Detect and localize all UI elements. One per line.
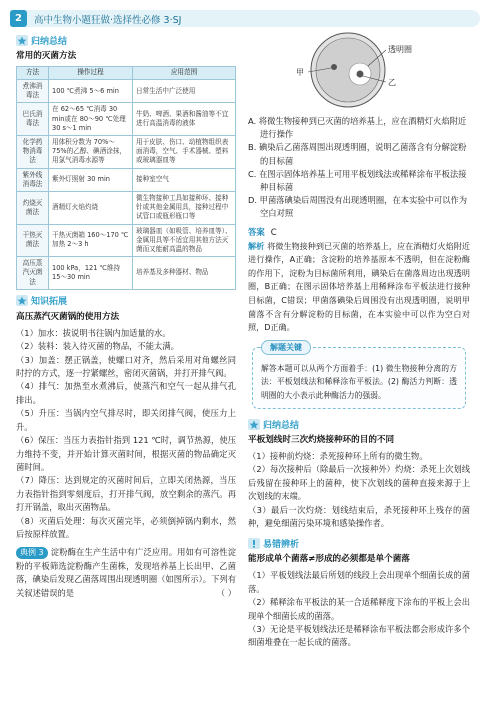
table-cell: 用体积分数为 70%～75%的乙醇、碘酒涂抹，用氯气消毒水源等	[49, 136, 133, 169]
option-d: D. 甲菌落碘染后周围没有出现透明圈，在本实验中可以作为空白对照	[248, 195, 468, 219]
section-summary2-header	[248, 417, 470, 431]
star-icon	[16, 295, 28, 306]
autoclave-step: （6）保压：当压力表指针指到 121 ℃时，调节热源，使压力维持不变，并开始计算灭菌时间，根据灭菌的物品确定灭菌时间。	[16, 435, 236, 472]
section-subtitle: 常用的灭菌方法	[16, 51, 77, 61]
right-column	[248, 30, 470, 650]
table-cell: 玻璃器皿（如吸管、培养皿等）、金属用具等不适宜用其他方法灭菌而又能耐高温的物品	[133, 224, 236, 257]
autoclave-step: （3）加盖：摆正锅盖，使螺口对齐，然后采用对角螺丝同时拧的方式，逐一拧紧螺丝，密闭灭菌锅，并打开排气阀。	[16, 354, 236, 379]
star-icon	[248, 419, 260, 430]
explanation	[248, 240, 470, 335]
table-cell: 酒精灯火焰灼烧	[49, 192, 133, 225]
table-header-row	[17, 67, 236, 80]
table-cell: 煮沸消毒法	[17, 80, 49, 103]
warning-icon	[248, 538, 260, 549]
error-step: （1）平板划线法最后所划的线段上会出现单个细菌长成的菌落。	[248, 570, 470, 594]
table-cell: 化学药物消毒法	[17, 136, 49, 169]
key-tip-tag: 解题关键	[261, 340, 311, 355]
autoclave-step: （7）降压：达到规定的灭菌时间后，立即关闭热源，当压力表指针指到零刻度后，打开排气阀，放空剩余的蒸汽。再打开锅盖，取出灭菌物品。	[16, 475, 236, 513]
petri-dish-diagram	[248, 30, 470, 115]
burn-step: （2）每次接种后（除最后一次接种外）灼烧：杀死上次划线后残留在接种环上的菌种，使下次划线的菌种直接来源于上次划线的末端。	[248, 464, 470, 502]
autoclave-step: （1）加水：拔说明书往锅内加适量的水。	[16, 327, 171, 338]
table-cell: 紫外灯照射 30 min	[49, 168, 133, 191]
example-badge: 典例 3	[16, 547, 48, 559]
autoclave-step: （2）装料：装入待灭菌的物品，不能太满。	[16, 341, 179, 352]
table-cell: 100 kPa，121 ℃维持 15～30 min	[49, 257, 133, 290]
table-cell: 培养基及多种器材、物品	[133, 257, 236, 290]
col-header-process: 操作过程	[49, 67, 133, 80]
table-cell: 干热灭菌箱 160～170 ℃加热 2～3 h	[49, 224, 133, 257]
table-cell: 用于皮肤、伤口、动植物组织表面消毒，空气、手术器械、塑料或玻璃器皿等	[133, 136, 236, 169]
book-title: 高中生物小题狂做·选择性必修 3·SJ	[34, 15, 182, 26]
section-title: 归纳总结	[31, 36, 68, 47]
table-cell: 日常生活中广泛使用	[133, 80, 236, 103]
table-cell: 牛奶、啤酒、果酒和酱油等不宜进行高温消毒的液体	[133, 103, 236, 136]
answer-line	[248, 225, 470, 239]
table-row	[17, 168, 236, 191]
col-header-method: 方法	[17, 67, 49, 80]
example-question	[16, 546, 236, 600]
section-title: 知识拓展	[31, 297, 68, 308]
section-subtitle: 平板划线时三次灼烧接种环的目的不同	[248, 435, 395, 445]
table-cell: 灼烧灭菌法	[17, 192, 49, 225]
option-a: A. 将微生物接种到已灭菌的培养基上，应在酒精灯火焰附近进行操作	[248, 116, 467, 140]
table-cell: 干热灭菌法	[17, 224, 49, 257]
label-clear-zone: 透明圈	[388, 45, 412, 54]
section-subtitle: 高压蒸汽灭菌锅的使用方法	[16, 311, 120, 322]
petri-dish-figure	[248, 30, 470, 115]
section-summary-header	[16, 33, 236, 47]
explanation-label: 解析	[248, 240, 265, 251]
section-title: 归纳总结	[263, 420, 300, 431]
burn-step: （1）接种前灼烧：杀死接种环上所有的微生物。	[248, 451, 428, 461]
answer-paren: （ ）	[216, 587, 236, 598]
table-cell: 微生物接种工具如接种环、接种针或其他金属用具，接种过程中试管口或瓶形瓶口等	[133, 192, 236, 225]
key-tip-text: 解答本题可以从两个方面着手：(1) 微生物接种分离的方法：平板划线法和稀释涂布平板法。(2) 酶活力判断：透明圈的大小表示此种酶活力的强弱。	[261, 363, 457, 400]
section-error-header	[248, 536, 470, 550]
burn-step: （3）最后一次灼烧：划线结束后，杀死接种环上残存的菌种，避免细菌污染环境和感染操作者。	[248, 504, 470, 529]
table-cell: 高压蒸汽灭菌法	[17, 257, 49, 290]
table-row	[17, 257, 236, 290]
table-cell: 接种室空气	[133, 168, 236, 191]
autoclave-step: （8）灭菌后处理：每次灭菌完毕，必须倒掉锅内剩水，然后按原样放置。	[16, 515, 236, 539]
table-row	[17, 136, 236, 169]
section-title: 易错辨析	[263, 539, 300, 550]
section-knowledge-header	[16, 294, 236, 308]
table-cell: 巴氏消毒法	[17, 103, 49, 136]
option-b: B. 碘染后乙菌落周围出现透明圈，说明乙菌落含有分解淀粉的目标菌	[248, 142, 467, 166]
label-colony-b: 乙	[388, 78, 396, 87]
label-colony-a: 甲	[296, 68, 304, 77]
error-step: （2）稀释涂布平板法的某一合适稀释度下涂布的平板上会出现单个细菌长成的菌落。	[248, 597, 470, 621]
answer-label: 答案	[248, 226, 265, 237]
table-cell: 紫外线消毒法	[17, 168, 49, 191]
left-column	[16, 33, 236, 600]
running-header	[10, 10, 480, 27]
table-row	[17, 224, 236, 257]
explanation-text: 将微生物接种到已灭菌的培养基上，应在酒精灯火焰附近进行操作，A正确；含淀粉的培养基原本不透明，但在淀粉酶的作用下，淀粉为目标菌所利用，碘染后在菌落周边出现透明圈，B正确；在图示固体培养基上用稀释涂布平板法进行接种目标菌，C错误；甲菌落碘染后周围没有出现透明圈，说明甲菌落不含有分解淀粉的目标菌，在本实验中可以作为空白对照，D正确。	[248, 240, 470, 333]
autoclave-step: （4）排气：加热至水煮沸后，使蒸汽和空气一起从排气孔排出。	[16, 381, 236, 405]
table-cell: 在 62～65 ℃消毒 30 min或在 80～90 ℃处理 30 s～1 min	[49, 103, 133, 136]
autoclave-step: （5）升压：当锅内空气排尽时，即关闭排气阀，使压力上升。	[16, 408, 236, 432]
answer-value: C	[270, 226, 277, 237]
error-step: （3）无论是平板划线法还是稀释涂布平板法都会形成许多个细菌堆叠在一起长成的菌落。	[248, 624, 470, 648]
col-header-scope: 应用范围	[133, 67, 236, 80]
key-tip-box	[252, 342, 466, 409]
page-number: 2	[10, 10, 27, 27]
table-row	[17, 80, 236, 103]
option-c: C. 在图示固体培养基上可用平板划线法或稀释涂布平板法接种目标菌	[248, 168, 467, 193]
example-text: 淀粉酶在生产生活中有广泛应用。用如有可溶性淀粉的平板筛选淀粉酶产生菌株，发现培养基上长出甲、乙菌落，碘染后发现乙菌落周围出现透明圈（如图所示）。下列有关叙述错误的是	[16, 547, 236, 598]
section-subtitle: 能形成单个菌落≠形成的必须都是单个菌落	[248, 554, 410, 565]
sterilization-methods-table	[16, 66, 236, 290]
table-row	[17, 192, 236, 225]
table-cell: 100 ℃煮沸 5～6 min	[49, 80, 133, 103]
table-row	[17, 103, 236, 136]
star-icon	[16, 35, 28, 46]
